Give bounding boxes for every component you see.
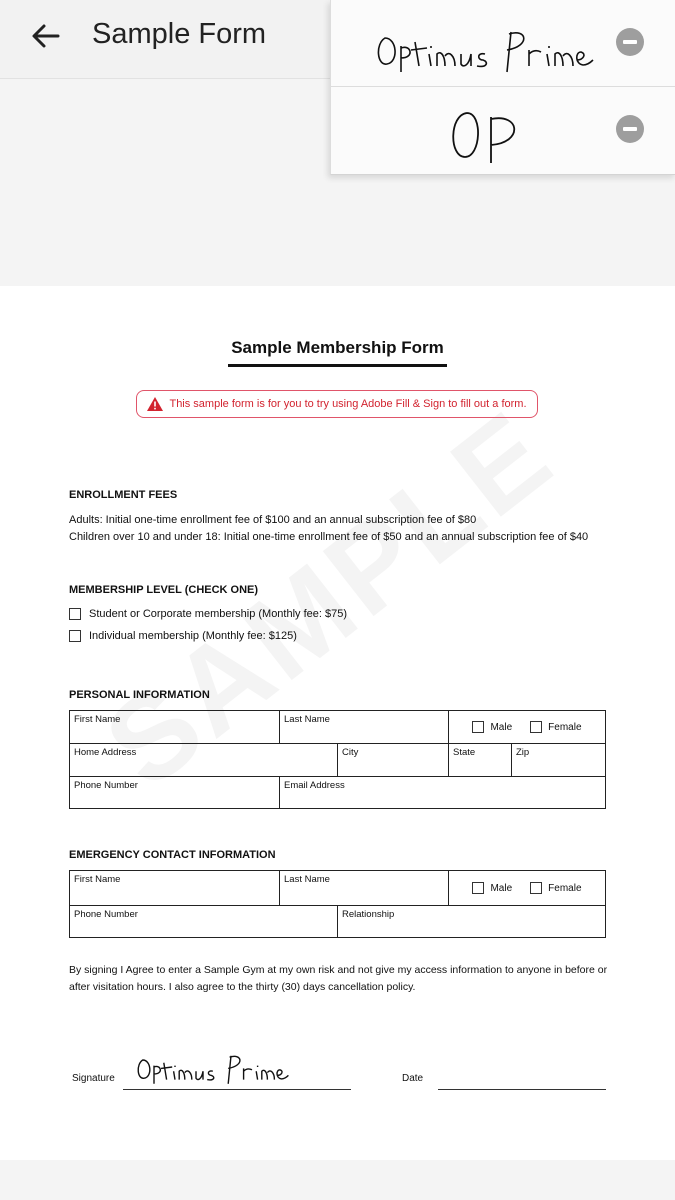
home-address-field[interactable] <box>70 744 338 777</box>
email-field[interactable] <box>280 777 605 808</box>
emergency-gender-group <box>449 871 605 906</box>
personal-male-label: Male <box>490 721 513 733</box>
date-label: Date <box>402 1073 424 1084</box>
personal-phone-label: Phone Number <box>74 780 138 791</box>
individual-label: Individual membership (Monthly fee: $125) <box>89 630 297 642</box>
city-field[interactable] <box>338 744 449 777</box>
date-field[interactable] <box>438 1062 606 1088</box>
signature-line <box>123 1089 351 1090</box>
emergency-female-option[interactable] <box>530 882 581 894</box>
personal-phone-field[interactable] <box>70 777 280 808</box>
membership-heading: MEMBERSHIP LEVEL (CHECK ONE) <box>69 584 259 596</box>
emergency-first-name-label: First Name <box>74 874 121 885</box>
page-title: Sample Form <box>92 18 267 50</box>
emergency-male-label: Male <box>490 882 513 894</box>
personal-female-option[interactable] <box>530 721 581 733</box>
enrollment-line-adults: Adults: Initial one-time enrollment fee of $100 and an annual subscription fee of $80 <box>69 514 477 526</box>
saved-signature[interactable] <box>331 0 675 86</box>
personal-male-checkbox[interactable] <box>472 721 484 733</box>
membership-option-individual <box>69 630 297 642</box>
individual-checkbox[interactable] <box>69 630 81 642</box>
relationship-label: Relationship <box>342 909 395 920</box>
signature-label: Signature <box>72 1073 115 1084</box>
personal-gender-group <box>449 711 605 744</box>
student-checkbox[interactable] <box>69 608 81 620</box>
warning-icon <box>147 397 163 411</box>
emergency-male-option[interactable] <box>472 882 512 894</box>
enrollment-heading: ENROLLMENT FEES <box>69 489 178 501</box>
emergency-phone-label: Phone Number <box>74 909 138 920</box>
emergency-first-name-field[interactable] <box>70 871 280 906</box>
relationship-field[interactable] <box>338 906 605 937</box>
remove-signature-button[interactable] <box>616 28 644 56</box>
emergency-phone-field[interactable] <box>70 906 338 937</box>
personal-first-name-label: First Name <box>74 714 121 725</box>
personal-female-checkbox[interactable] <box>530 721 542 733</box>
date-line <box>438 1089 606 1090</box>
emergency-contact-table <box>69 870 606 938</box>
emergency-female-label: Female <box>548 882 582 894</box>
enrollment-line-children: Children over 10 and under 18: Initial one-time enrollment fee of $50 and an annual subscription fee of $40 <box>69 531 589 543</box>
membership-option-student <box>69 608 347 620</box>
emergency-female-checkbox[interactable] <box>530 882 542 894</box>
emergency-last-name-field[interactable] <box>280 871 449 906</box>
signature-panel <box>330 0 675 175</box>
remove-initials-button[interactable] <box>616 115 644 143</box>
zip-label: Zip <box>516 747 530 758</box>
city-label: City <box>342 747 359 758</box>
personal-first-name-field[interactable] <box>70 711 280 744</box>
arrow-left-icon <box>30 22 62 50</box>
home-address-label: Home Address <box>74 747 137 758</box>
personal-female-label: Female <box>548 721 582 733</box>
personal-info-table <box>69 710 606 809</box>
notice-text: This sample form is for you to try using Adobe Fill & Sign to fill out a form. <box>169 398 527 410</box>
emergency-heading: EMERGENCY CONTACT INFORMATION <box>69 849 276 861</box>
personal-heading: PERSONAL INFORMATION <box>69 689 210 701</box>
agreement-text: By signing I Agree to enter a Sample Gym at my own risk and not give my access information to anyone in before or after visitation hours. I also agree to the thirty (30) days cancellation policy. <box>69 964 608 993</box>
email-label: Email Address <box>284 780 345 791</box>
state-field[interactable] <box>449 744 512 777</box>
personal-last-name-field[interactable] <box>280 711 449 744</box>
document-page <box>0 286 675 1160</box>
zip-field[interactable] <box>512 744 605 777</box>
initials-image <box>441 95 541 165</box>
back-button[interactable] <box>22 14 70 58</box>
emergency-last-name-label: Last Name <box>284 874 330 885</box>
saved-initials[interactable] <box>331 86 675 173</box>
document-title: Sample Membership Form <box>231 338 444 357</box>
state-label: State <box>453 747 476 758</box>
notice-banner <box>136 390 538 418</box>
placed-signature <box>129 1046 305 1088</box>
emergency-male-checkbox[interactable] <box>472 882 484 894</box>
signature-field[interactable] <box>125 1046 351 1088</box>
personal-last-name-label: Last Name <box>284 714 330 725</box>
title-underline <box>228 364 447 367</box>
signature-image <box>371 10 611 80</box>
personal-male-option[interactable] <box>472 721 512 733</box>
student-label: Student or Corporate membership (Monthly fee: $75) <box>89 608 348 620</box>
